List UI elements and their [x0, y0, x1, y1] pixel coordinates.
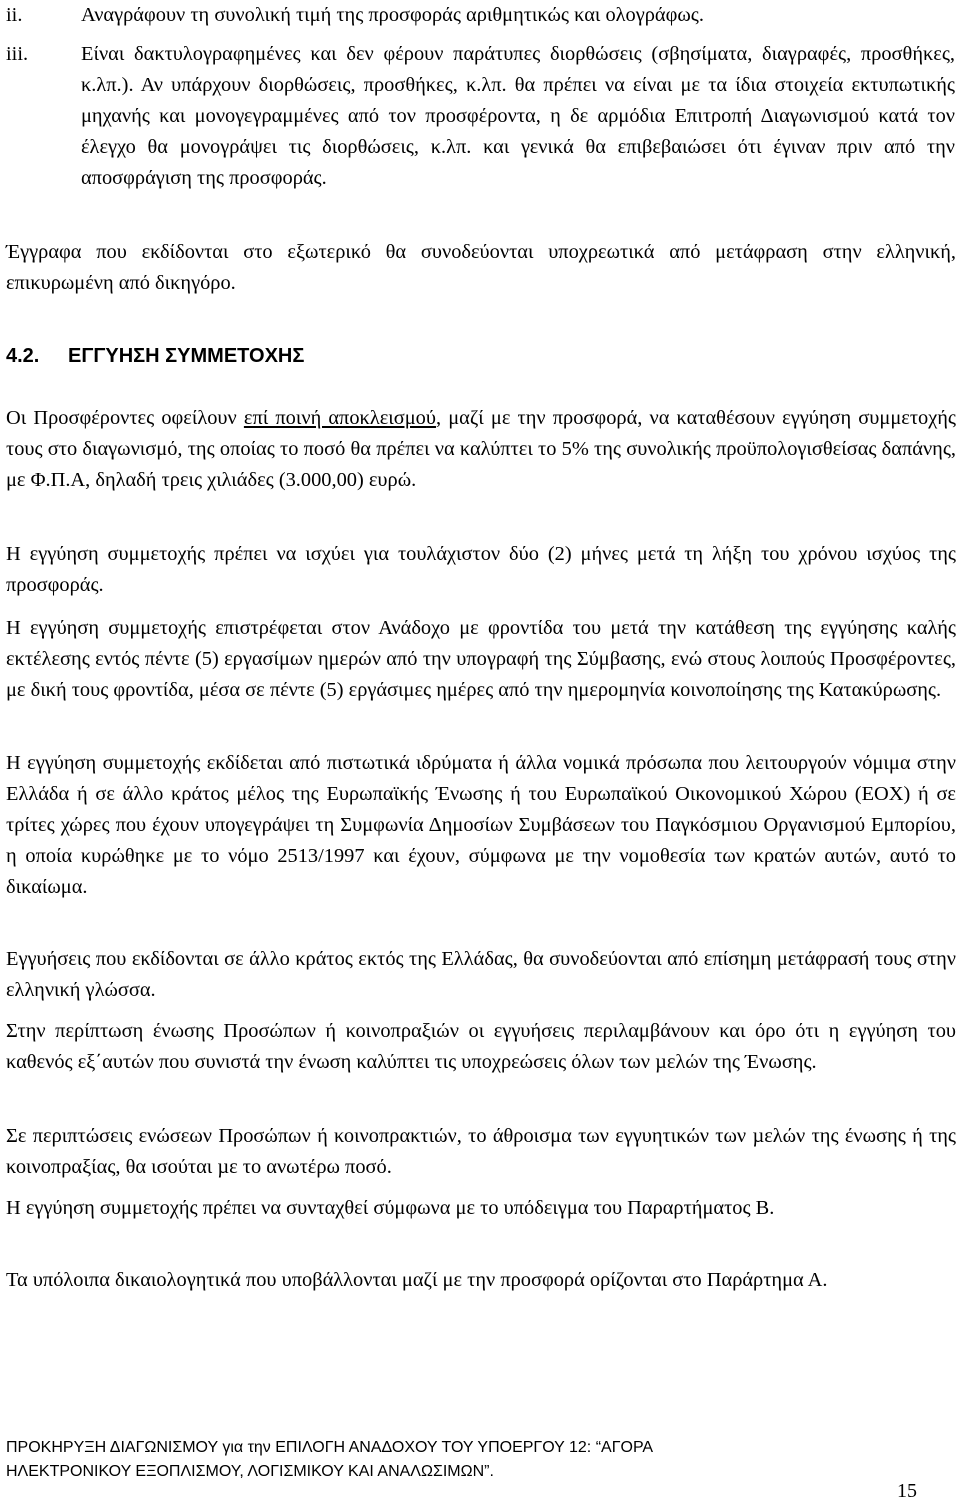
list-item-text: Αναγράφουν τη συνολική τιμή της προσφοράς αριθμητικώς και ολογράφως. — [81, 4, 704, 26]
guarantee-issuer-paragraph: Η εγγύηση συμμετοχής εκδίδεται από πιστωτικά ιδρύματα ή άλλα νομικά πρόσωπα που λειτουργούν νόμιμα στην Ελλάδα ή σε άλλο κράτος μέλος της Ευρωπαϊκής Ένωσης ή του Ευρωπαϊκού Οικονομικού Χώρου (ΕΟΧ) ή σε τρίτες χώρες που έχουν υπογεγράψει τη Συμφωνία Δημοσίων Συμβάσεων του Παγκόσμιου Οργανισμού Εμπορίου, η οποία κυρώθηκε με το νόμο 2513/1997 και έχουν, σύμφωνα με την νομοθεσία των κρατών αυτών, αυτό το δικαίωμα. — [6, 752, 956, 898]
consortium-guarantee-paragraph: Στην περίπτωση ένωσης Προσώπων ή κοινοπραξιών οι εγγυήσεις περιλαμβάνουν και όρο ότι η εγγύηση του καθενός εξ΄αυτών που συνιστά την ένωση καλύπτει τις υποχρεώσεις όλων των µελών της Ένωσης. — [6, 1020, 956, 1073]
footer-line: ΗΛΕΚΤΡΟΝΙΚΟΥ ΕΞΟΠΛΙΣΜΟΥ, ΛΟΓΙΣΜΙΚΟΥ ΚΑΙ ΑΝΑΛΩΣΙΜΩΝ”. — [6, 1463, 494, 1480]
consortium-sum-paragraph: Σε περιπτώσεις ενώσεων Προσώπων ή κοινοπρακτιών, το άθροισμα των εγγυητικών των µελών της ένωσης ή της κοινοπραξίας, θα ισούται µε το ανωτέρω ποσό. — [6, 1125, 956, 1178]
guarantee-validity-paragraph: Η εγγύηση συμμετοχής πρέπει να ισχύει για τουλάχιστον δύο (2) μήνες μετά τη λήξη του χρόνου ισχύος της προσφοράς. — [6, 543, 956, 596]
footer-line: ΠΡΟΚΗΡΥΞΗ ΔΙΑΓΩΝΙΣΜΟΥ για την ΕΠΙΛΟΓΗ ΑΝΑΔΟΧΟΥ ΤΟΥ ΥΠΟΕΡΓΟΥ 12: “ΑΓΟΡΑ — [6, 1439, 654, 1456]
list-item-number: iii. — [6, 43, 29, 65]
list-item-iii — [0, 39, 955, 194]
guarantee-return-paragraph: Η εγγύηση συμμετοχής επιστρέφεται στον Ανάδοχο με φροντίδα του μετά την κατάθεση της εγγύησης καλής εκτέλεσης εντός πέντε (5) εργασίμων ημερών από την υπογραφή της Σύμβασης, ενώ στους λοιπούς Προσφέροντες, με δική τους φροντίδα, μέσα σε πέντε (5) εργάσιμες ημέρες από την ημερομηνία κοινοποίησης της Κατακύρωσης. — [6, 617, 956, 701]
section-number: 4.2. — [6, 345, 40, 367]
foreign-documents-paragraph: Έγγραφα που εκδίδονται στο εξωτερικό θα συνοδεύονται υποχρεωτικά από μετάφραση στην ελληνική, επικυρωμένη από δικηγόρο. — [6, 241, 956, 294]
other-documents-paragraph: Τα υπόλοιπα δικαιολογητικά που υποβάλλονται μαζί με την προσφορά ορίζονται στο Παράρτημα Α. — [6, 1269, 828, 1291]
section-title: ΕΓΓΥΗΣΗ ΣΥΜΜΕΤΟΧΗΣ — [68, 345, 305, 367]
guarantee-amount-paragraph — [6, 403, 956, 496]
page-number: 15 — [897, 1480, 917, 1502]
paragraph-text: Οι Προσφέροντες οφείλουν — [6, 407, 244, 429]
page-footer — [6, 1436, 936, 1484]
paragraph-text: , μαζί με την προσφορά, να καταθέσουν εγγύηση συμμετοχής τους στο διαγωνισμό, της οποίας το ποσό θα πρέπει να καλύπτει το 5% της συνολικής προϋπολογισθείσας δαπάνης, με Φ.Π.Α, δηλαδή τρεις χιλιάδες (3.000,00) ευρώ. — [6, 407, 956, 491]
section-heading — [6, 341, 304, 372]
foreign-guarantee-paragraph: Εγγυήσεις που εκδίδονται σε άλλο κράτος εκτός της Ελλάδας, θα συνοδεύονται από επίσημη μετάφρασή τους στην ελληνική γλώσσα. — [6, 948, 956, 1001]
underlined-phrase: επί ποινή αποκλεισμού — [243, 407, 436, 429]
list-item-text: Είναι δακτυλογραφημένες και δεν φέρουν παράτυπες διορθώσεις (σβησίματα, διαγραφές, προσθήκες, κ.λπ.). Αν υπάρχουν διορθώσεις, προσθήκες, κ.λπ. θα πρέπει να είναι με τα ίδια στοιχεία εκτυπωτικής μηχανής και μονογεγραμμένες από τον προσφέροντα, η δε αρμόδια Επιτροπή Διαγωνισμού κατά τον έλεγχο θα μονογράψει τις διορθώσεις, κ.λπ. και γενικά θα επιβεβαιώσει ότι έγιναν πριν από την αποσφράγιση της προσφοράς. — [81, 43, 955, 189]
template-paragraph: Η εγγύηση συμμετοχής πρέπει να συνταχθεί σύμφωνα με το υπόδειγμα του Παραρτήματος Β. — [6, 1197, 775, 1219]
list-item-number: ii. — [6, 4, 23, 26]
list-item-ii — [0, 0, 955, 31]
